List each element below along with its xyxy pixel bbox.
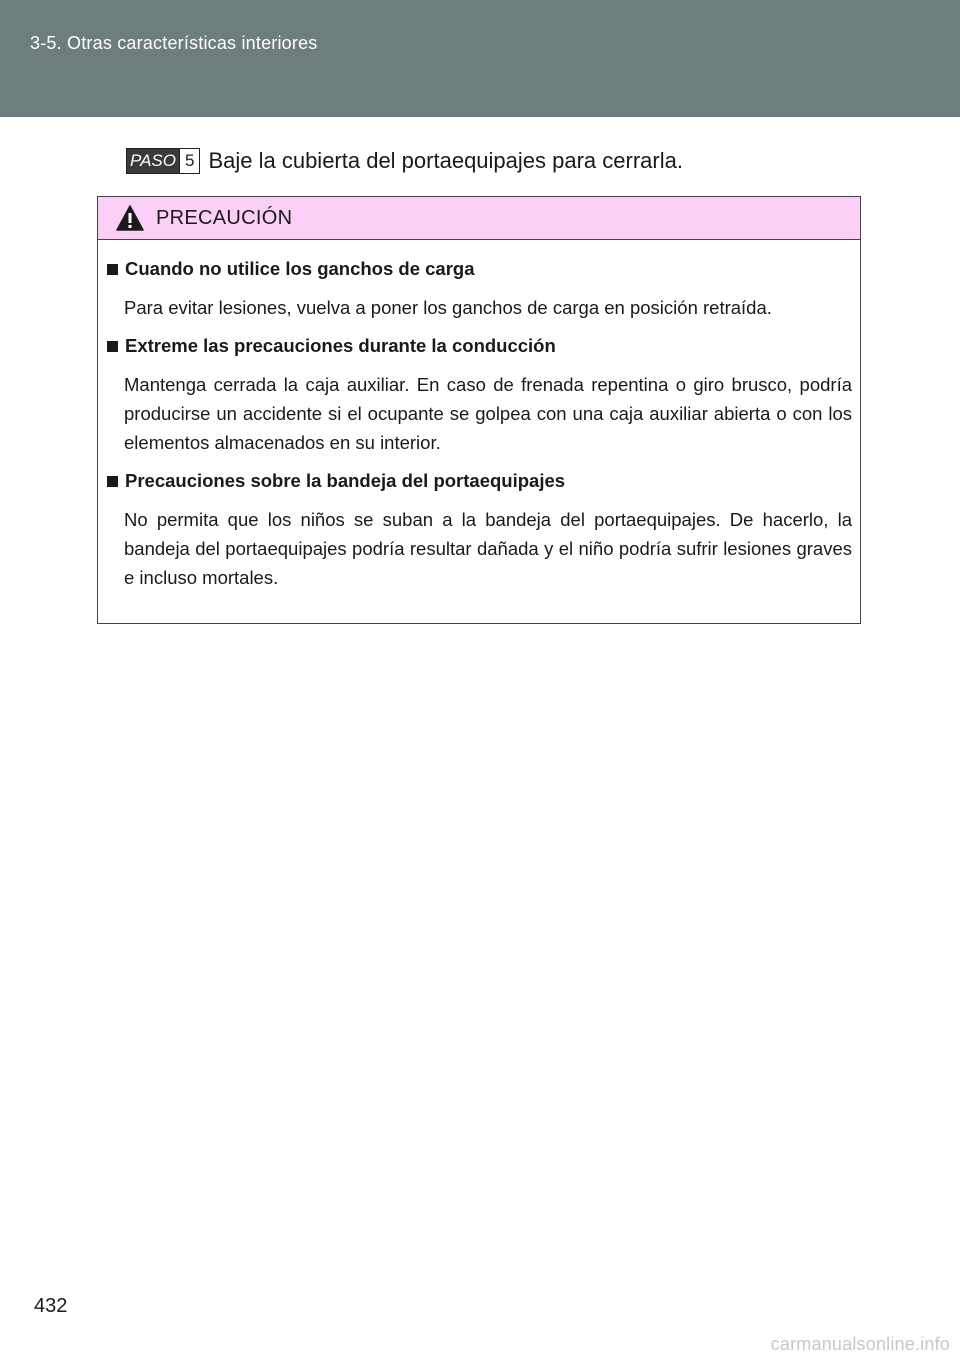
watermark: carmanualsonline.info: [770, 1334, 950, 1354]
caution-item-text: No permita que los niños se suban a la bandeja del portaequipajes. De hacerlo, la bandeja del portaequipajes podría resultar dañada y el niño podría sufrir lesiones graves e incluso mortales.: [124, 509, 852, 588]
section-title: 3-5. Otras características interiores: [30, 33, 318, 53]
caution-item-text: Para evitar lesiones, vuelva a poner los ganchos de carga en posición retraída.: [124, 297, 772, 318]
caution-title: PRECAUCIÓN: [156, 206, 293, 229]
caution-item-heading-text: Extreme las precauciones durante la conducción: [125, 335, 556, 356]
square-bullet-icon: [107, 341, 118, 352]
step-text: Baje la cubierta del portaequipajes para cerrarla.: [208, 148, 683, 173]
caution-item: [106, 258, 852, 322]
step-badge: [126, 148, 200, 174]
square-bullet-icon: [107, 476, 118, 487]
caution-header: [98, 197, 860, 240]
caution-item-heading: [106, 335, 852, 357]
caution-item: [106, 335, 852, 457]
square-bullet-icon: [107, 264, 118, 275]
caution-item-heading-text: Cuando no utilice los ganchos de carga: [125, 258, 475, 279]
step-badge-word: PASO: [127, 149, 179, 173]
header-bar: [0, 0, 960, 117]
warning-triangle-icon: [116, 205, 144, 231]
page-number: 432: [34, 1295, 68, 1317]
step-instruction: [126, 148, 683, 174]
step-badge-number: 5: [179, 149, 199, 173]
caution-item-heading-text: Precauciones sobre la bandeja del portaequipajes: [125, 470, 566, 491]
caution-item: [106, 470, 852, 592]
caution-item-text: Mantenga cerrada la caja auxiliar. En caso de frenada repentina o giro brusco, podría producirse un accidente si el ocupante se golpea con una caja auxiliar abierta o con los elementos almacenados en su interior.: [124, 374, 852, 453]
caution-body: [98, 240, 860, 592]
caution-box: [97, 196, 861, 624]
caution-item-heading: [106, 470, 852, 492]
caution-item-heading: [106, 258, 852, 280]
